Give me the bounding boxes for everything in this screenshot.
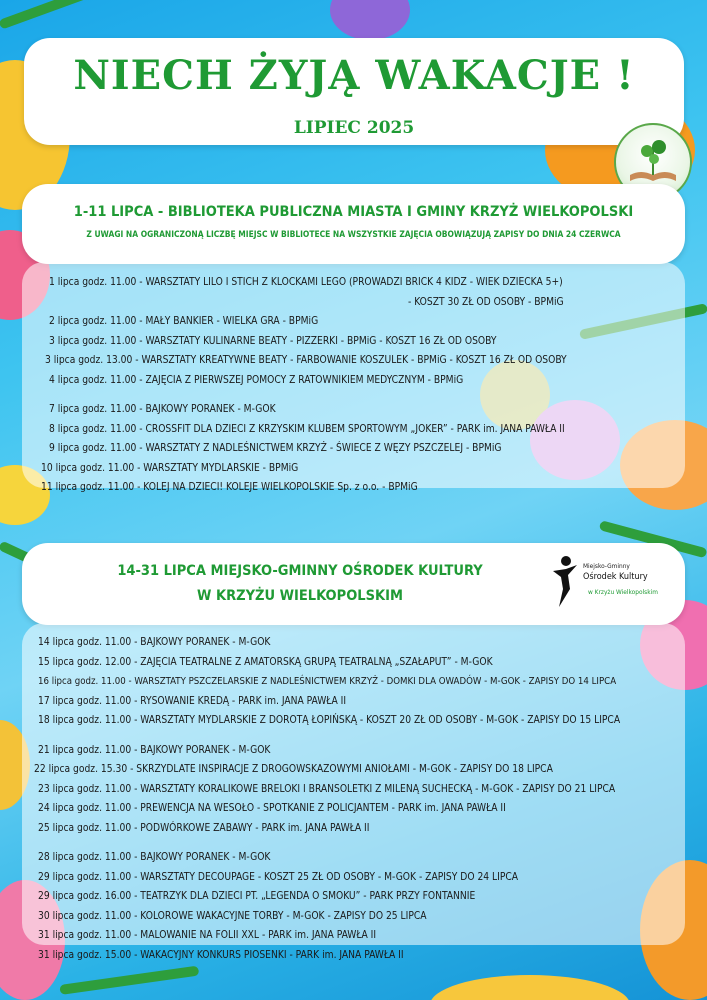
list-item: 15 lipca godz. 12.00 - ZAJĘCIA TEATRALNE Z AMATORSKĄ GRUPĄ TEATRALNĄ „SZAŁAPUT” - M-GOK	[38, 656, 493, 668]
list-item: 16 lipca godz. 11.00 - WARSZTATY PSZCZELARSKIE Z NADLEŚNICTWEM KRZYŻ - DOMKI DLA OWADÓW - M-GOK - ZAPISY DO 14 LIPCA	[38, 676, 617, 687]
list-item: 3 lipca godz. 11.00 - WARSZTATY KULINARNE BEATY - PIZZERKI - BPMiG - KOSZT 16 ZŁ OD OSOBY	[49, 335, 497, 347]
list-item: 10 lipca godz. 11.00 - WARSZTATY MYDLARSKIE - BPMiG	[41, 462, 299, 474]
list-item: 29 lipca godz. 11.00 - WARSZTATY DECOUPAGE - KOSZT 25 ZŁ OD OSOBY - M-GOK - ZAPISY DO 24 LIPCA	[38, 871, 519, 883]
list-item: 17 lipca godz. 11.00 - RYSOWANIE KREDĄ - PARK im. JANA PAWŁA II	[38, 695, 347, 707]
list-item: 14 lipca godz. 11.00 - BAJKOWY PORANEK - M-GOK	[38, 637, 271, 648]
section1-events-list	[41, 273, 567, 498]
list-item: 30 lipca godz. 11.00 - KOLOROWE WAKACYJNE TORBY - M-GOK - ZAPISY DO 25 LIPCA	[38, 910, 427, 922]
mgok-logo-line3: w Krzyżu Wielkopolskim	[588, 588, 658, 596]
list-item: - KOSZT 30 ZŁ OD OSOBY - BPMiG	[408, 296, 564, 308]
list-item: 24 lipca godz. 11.00 - PREWENCJA NA WESOŁO - SPOTKANIE Z POLICJANTEM - PARK im. JANA PAWŁA II	[38, 803, 506, 814]
section1-header-card	[22, 184, 685, 264]
list-item: 9 lipca godz. 11.00 - WARSZTATY Z NADLEŚNICTWEM KRZYŻ - ŚWIECE Z WĘZY PSZCZELEJ - BPMiG	[49, 443, 502, 454]
page-title: NIECH ŻYJĄ WAKACJE !	[73, 52, 635, 99]
section1-note: Z UWAGI NA OGRANICZONĄ LICZBĘ MIEJSC W BIBLIOTECE NA WSZYSTKIE ZAJĘCIA OBOWIĄZUJĄ ZAPISY DO DNIA 24 CZERWCA	[86, 229, 621, 239]
mgok-logo	[550, 553, 680, 615]
section2-heading-line1: 14-31 LIPCA MIEJSKO-GMINNY OŚRODEK KULTURY	[117, 563, 483, 579]
section2-heading-line2: W KRZYŻU WIELKOPOLSKIM	[197, 588, 403, 604]
list-item: 22 lipca godz. 15.30 - SKRZYDLATE INSPIRACJE Z DROGOWSKAZOWYMI ANIOŁAMI - M-GOK - ZAPISY DO 18 LIPCA	[34, 764, 553, 775]
mgok-logo-line2: Ośrodek Kultury	[583, 572, 648, 582]
list-item: 4 lipca godz. 11.00 - ZAJĘCIA Z PIERWSZEJ POMOCY Z RATOWNIKIEM MEDYCZNYM - BPMiG	[49, 374, 464, 386]
list-item: 3 lipca godz. 13.00 - WARSZTATY KREATYWNE BEATY - FARBOWANIE KOSZULEK - BPMiG - KOSZT 16 ZŁ OD OSOBY	[45, 355, 567, 366]
list-item: 28 lipca godz. 11.00 - BAJKOWY PORANEK - M-GOK	[38, 852, 271, 863]
list-item: 18 lipca godz. 11.00 - WARSZTATY MYDLARSKIE Z DOROTĄ ŁOPIŃSKĄ - KOSZT 20 ZŁ OD OSOBY - M-GOK - ZAPISY DO 15 LIPCA	[38, 715, 621, 726]
list-item: 29 lipca godz. 16.00 - TEATRZYK DLA DZIECI PT. „LEGENDA O SMOKU” - PARK PRZY FONTANNIE	[38, 891, 476, 902]
section2-header-card	[22, 543, 685, 625]
page-subtitle: LIPIEC 2025	[293, 118, 415, 138]
section1-heading: 1-11 LIPCA - BIBLIOTEKA PUBLICZNA MIASTA I GMINY KRZYŻ WIELKOPOLSKI	[73, 204, 634, 220]
mgok-logo-line1: Miejsko-Gminny	[583, 562, 630, 570]
section2-events-list	[34, 633, 621, 965]
palm-leaf-decoration	[59, 966, 199, 995]
list-item: 31 lipca godz. 11.00 - MALOWANIE NA FOLII XXL - PARK im. JANA PAWŁA II	[38, 930, 377, 941]
list-item: 7 lipca godz. 11.00 - BAJKOWY PORANEK - M-GOK	[49, 404, 276, 415]
palm-leaf-decoration	[0, 0, 143, 30]
yellow-ball-decoration	[430, 975, 630, 1000]
list-item: 2 lipca godz. 11.00 - MAŁY BANKIER - WIELKA GRA - BPMiG	[49, 316, 319, 327]
list-item: 11 lipca godz. 11.00 - KOLEJ NA DZIECI! KOLEJE WIELKOPOLSKIE Sp. z o.o. - BPMiG	[41, 482, 418, 493]
list-item: 23 lipca godz. 11.00 - WARSZTATY KORALIKOWE BRELOKI I BRANSOLETKI Z MILENĄ SUCHECKĄ - M-GOK - ZAPISY DO 21 LIPCA	[38, 783, 616, 795]
list-item: 8 lipca godz. 11.00 - CROSSFIT DLA DZIECI Z KRZYSKIM KLUBEM SPORTOWYM „JOKER” - PARK im. JANA PAWŁA II	[49, 423, 565, 435]
dancing-figure-icon	[550, 555, 580, 609]
list-item: 21 lipca godz. 11.00 - BAJKOWY PORANEK - M-GOK	[38, 744, 271, 756]
list-item: 31 lipca godz. 15.00 - WAKACYJNY KONKURS PIOSENKI - PARK im. JANA PAWŁA II	[38, 949, 404, 961]
purple-flipflop-decoration	[330, 0, 410, 40]
header-card	[24, 38, 684, 145]
list-item: 1 lipca godz. 11.00 - WARSZTATY LILO I STICH Z KLOCKAMI LEGO (PROWADZI BRICK 4 KIDZ - WIEK DZIECKA 5+)	[49, 277, 563, 288]
list-item: 25 lipca godz. 11.00 - PODWÓRKOWE ZABAWY - PARK im. JANA PAWŁA II	[38, 822, 370, 834]
